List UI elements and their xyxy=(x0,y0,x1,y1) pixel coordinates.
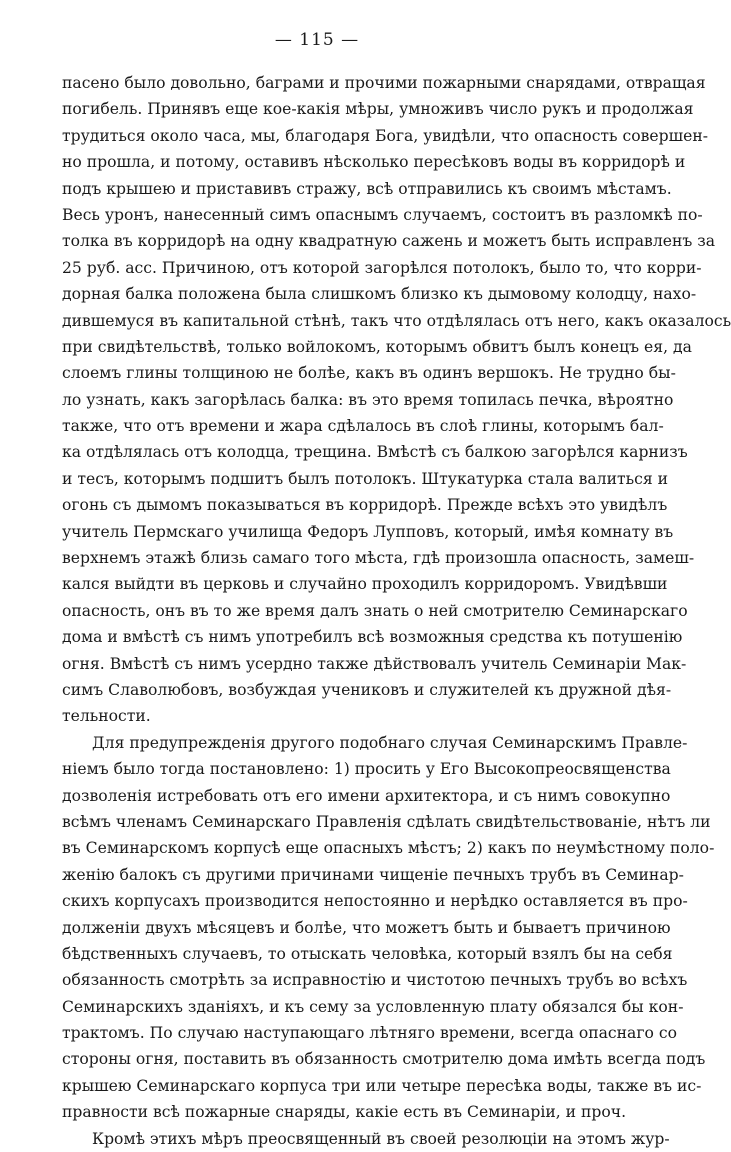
text-line: и тесъ, которымъ подшитъ былъ потолокъ. Штукатурка стала валиться и xyxy=(62,469,669,488)
text-line: скихъ корпусахъ производится непостоянно и нерѣдко оставляется въ про- xyxy=(62,892,688,911)
text-line: Семинарскихъ зданіяхъ, и къ сему за условленную плату обязался бы кон- xyxy=(62,997,684,1016)
text-line: верхнемъ этажѣ близь самаго того мѣста, гдѣ произошла опасность, замеш- xyxy=(62,549,695,568)
text-line: Кромѣ этихъ мѣръ преосвященный въ своей резолюціи на этомъ жур- xyxy=(92,1129,670,1148)
text-line: огонь съ дымомъ показываться въ корридорѣ. Прежде всѣхъ это увидѣлъ xyxy=(62,496,668,515)
text-line: симъ Славолюбовъ, возбуждая учениковъ и служителей къ дружной дѣя- xyxy=(62,680,672,699)
text-line: кался выйдти въ церковь и случайно проходилъ корридоромъ. Увидѣвши xyxy=(62,575,668,594)
paragraph xyxy=(62,730,715,1126)
text-line: учитель Пермскаго училища Федоръ Лупповъ, который, имѣя комнату въ xyxy=(62,522,674,541)
text-line: обязанность смотрѣть за исправностію и чистотою печныхъ трубъ во всѣхъ xyxy=(62,971,688,990)
text-line: дившемуся въ капитальной стѣнѣ, такъ что отдѣлялась отъ него, какъ оказалось xyxy=(62,311,731,330)
text-line: всѣмъ членамъ Семинарскаго Правленія сдѣлать свидѣтельствованіе, нѣтъ ли xyxy=(62,812,711,831)
text-line: въ Семинарскомъ корпусѣ еще опасныхъ мѣстъ; 2) какъ по неумѣстному поло- xyxy=(62,839,715,858)
text-line: тельности. xyxy=(62,707,151,726)
text-line: трудиться около часа, мы, благодаря Бога, увидѣли, что опасность совершен- xyxy=(62,126,708,145)
text-line: стороны огня, поставить въ обязанность смотрителю дома имѣть всегда подъ xyxy=(62,1050,706,1069)
text-line: бѣдственныхъ случаевъ, то отыскать человѣка, который взялъ бы на себя xyxy=(62,944,673,963)
text-line: ло узнать, какъ загорѣлась балка: въ это время топилась печка, вѣроятно xyxy=(62,390,674,409)
text-line: при свидѣтельствѣ, только войлокомъ, которымъ обвитъ былъ конецъ ея, да xyxy=(62,337,692,356)
text-line: погибель. Принявъ еще кое-какія мѣры, умноживъ число рукъ и продолжая xyxy=(62,100,694,119)
text-line: Весь уронъ, нанесенный симъ опаснымъ случаемъ, состоитъ въ разломкѣ по- xyxy=(62,205,703,224)
text-line: 25 руб. асс. Причиною, отъ которой загорѣлся потолокъ, было то, что корри- xyxy=(62,258,702,277)
text-line: правности всѣ пожарные снаряды, какіе есть въ Семинаріи, и проч. xyxy=(62,1103,627,1122)
text-line: опасность, онъ въ то же время далъ знать о ней смотрителю Семинарскаго xyxy=(62,601,688,620)
text-line: дозволенія истребовать отъ его имени архитектора, и съ нимъ совокупно xyxy=(62,786,671,805)
text-line: толка въ корридорѣ на одну квадратную сажень и можетъ быть исправленъ за xyxy=(62,232,716,251)
body-text xyxy=(62,70,731,1152)
paragraph xyxy=(62,1126,670,1152)
text-line: но прошла, и потому, оставивъ нѣсколько пересѣковъ воды въ корридорѣ и xyxy=(62,153,686,172)
text-line: долженіи двухъ мѣсяцевъ и болѣе, что можетъ быть и бываетъ причиною xyxy=(62,918,671,937)
paragraph xyxy=(62,70,731,730)
text-line: слоемъ глины толщиною не болѣе, какъ въ одинъ вершокъ. Не трудно бы- xyxy=(62,364,676,383)
text-line: огня. Вмѣстѣ съ нимъ усердно также дѣйствовалъ учитель Семинаріи Мак- xyxy=(62,654,687,673)
text-line: также, что отъ времени и жара сдѣлалось въ слоѣ глины, которымъ бал- xyxy=(62,417,664,436)
text-line: крышею Семинарскаго корпуса три или четыре пересѣка воды, также въ ис- xyxy=(62,1076,702,1095)
text-line: дома и вмѣстѣ съ нимъ употребилъ всѣ возможныя средства къ потушенію xyxy=(62,628,683,647)
text-line: подъ крышею и приставивъ стражу, всѣ отправились къ своимъ мѣстамъ. xyxy=(62,179,672,198)
text-line: Для предупрежденія другого подобнаго случая Семинарскимъ Правле- xyxy=(92,733,688,752)
text-line: пасено было довольно, баграми и прочими пожарными снарядами, отвращая xyxy=(62,74,706,92)
text-line: ніемъ было тогда постановлено: 1) просить у Его Высокопреосвященства xyxy=(62,760,671,779)
text-line: женію балокъ съ другими причинами чищеніе печныхъ трубъ въ Семинар- xyxy=(62,865,684,884)
text-line: трактомъ. По случаю наступающаго лѣтняго времени, всегда опаснаго со xyxy=(62,1024,677,1043)
text-line: ка отдѣлялась отъ колодца, трещина. Вмѣстѣ съ балкою загорѣлся карнизъ xyxy=(62,443,688,462)
text-line: дорная балка положена была слишкомъ близко къ дымовому колодцу, нахо- xyxy=(62,285,697,304)
page-number: — 115 — xyxy=(274,30,360,50)
